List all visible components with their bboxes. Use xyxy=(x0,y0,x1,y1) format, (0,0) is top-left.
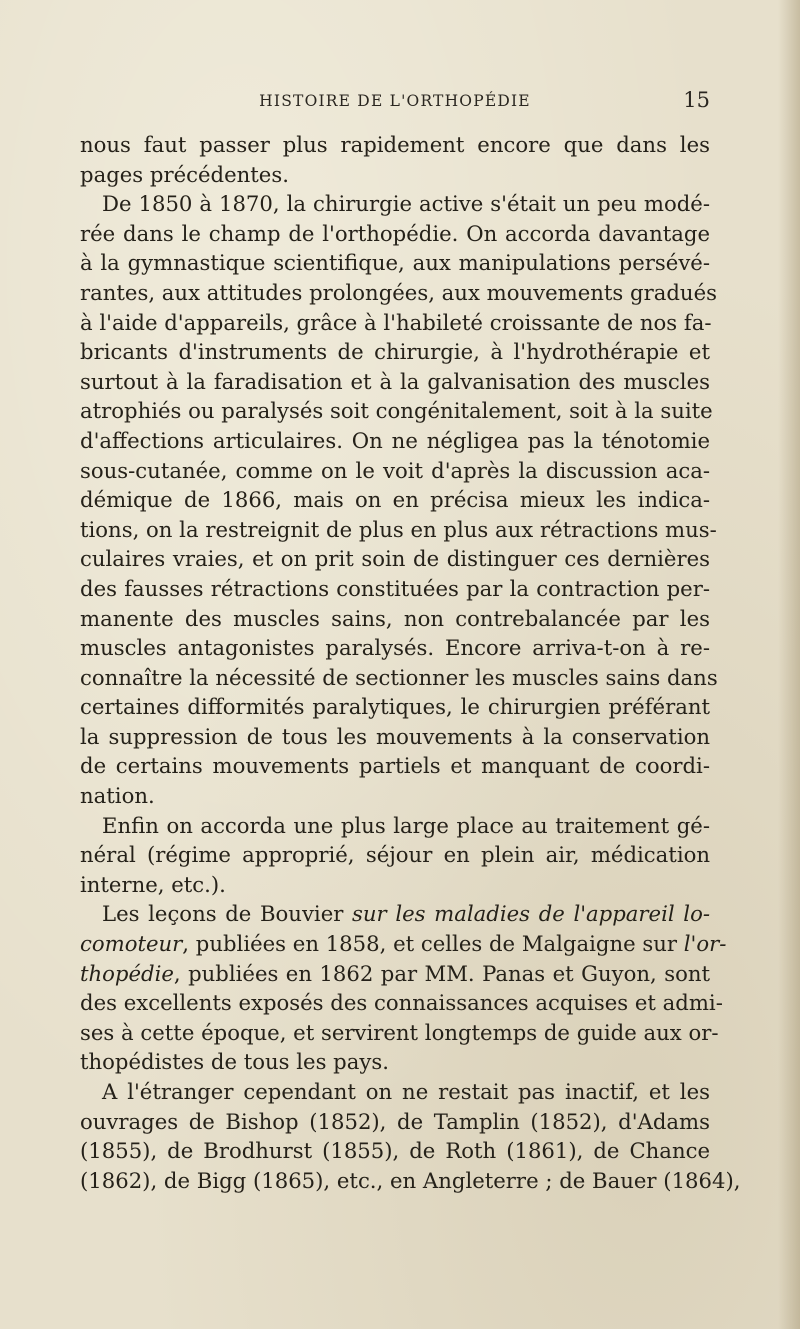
text-run: rée dans le champ de l'orthopédie. On accorda davantage xyxy=(80,220,710,246)
text-run: rantes, aux attitudes prolongées, aux mouvements gradués xyxy=(80,279,717,305)
italic-text: comoteur xyxy=(80,931,183,957)
text-line xyxy=(80,130,710,160)
text-run: ouvrages de Bishop (1852), de Tamplin (1852), d'Adams xyxy=(80,1108,710,1134)
text-line xyxy=(80,367,710,397)
text-line xyxy=(80,811,710,841)
text-run: Les leçons de Bouvier xyxy=(102,901,353,927)
text-line xyxy=(80,574,710,604)
text-line xyxy=(80,278,717,308)
text-run: interne, etc.). xyxy=(80,871,226,897)
text-run: ses à cette époque, et servirent longtemps de guide aux or- xyxy=(80,1019,719,1045)
italic-text: sur les maladies de l'appareil lo- xyxy=(352,901,710,927)
text-line xyxy=(80,692,710,722)
text-run: De 1850 à 1870, la chirurgie active s'était un peu modé- xyxy=(102,191,710,217)
text-line xyxy=(80,633,710,663)
text-run: des excellents exposés des connaissances acquises et admi- xyxy=(80,990,723,1016)
running-title: HISTOIRE DE L'ORTHOPÉDIE xyxy=(259,92,531,110)
text-run: (1862), de Bigg (1865), etc., en Angleterre ; de Bauer (1864), xyxy=(80,1167,741,1193)
text-line xyxy=(80,337,710,367)
text-line xyxy=(80,1136,710,1166)
text-run: surtout à la faradisation et à la galvanisation des muscles xyxy=(80,368,710,394)
text-line xyxy=(80,1047,710,1077)
text-line xyxy=(80,248,710,278)
text-run: d'affections articulaires. On ne négligea pas la ténotomie xyxy=(80,427,710,453)
text-line xyxy=(80,604,710,634)
text-line xyxy=(80,929,727,959)
text-line xyxy=(80,544,710,574)
text-line xyxy=(80,1107,710,1137)
text-line xyxy=(80,722,710,752)
text-run: à la gymnastique scientifique, aux manipulations persévé- xyxy=(80,250,710,276)
text-line xyxy=(80,1018,719,1048)
text-run: sous-cutanée, comme on le voit d'après la discussion aca- xyxy=(80,457,710,483)
text-line xyxy=(80,959,710,989)
text-line xyxy=(80,189,710,219)
text-line xyxy=(80,840,710,870)
text-line xyxy=(80,870,710,900)
text-line xyxy=(80,426,710,456)
text-line xyxy=(80,515,717,545)
text-run: à l'aide d'appareils, grâce à l'habileté croissante de nos fa- xyxy=(80,309,712,335)
text-run: (1855), de Brodhurst (1855), de Roth (1861), de Chance xyxy=(80,1138,710,1164)
text-run: nous faut passer plus rapidement encore que dans les xyxy=(80,132,710,157)
text-run: néral (régime approprié, séjour en plein air, médication xyxy=(80,842,710,868)
text-line xyxy=(80,781,710,811)
text-run: bricants d'instruments de chirurgie, à l'hydrothérapie et xyxy=(80,339,710,365)
text-run: muscles antagonistes paralysés. Encore arriva-t-on à re- xyxy=(80,635,710,661)
text-line xyxy=(80,160,710,190)
text-line xyxy=(80,396,713,426)
text-run: de certains mouvements partiels et manquant de coordi- xyxy=(80,753,710,779)
text-line xyxy=(80,485,710,515)
text-run: certaines difformités paralytiques, le chirurgien préférant xyxy=(80,694,710,720)
text-run: Enfin on accorda une plus large place au traitement gé- xyxy=(102,812,710,838)
text-line xyxy=(80,308,710,338)
text-line xyxy=(80,456,710,486)
text-run: , publiées en 1862 par MM. Panas et Guyon, sont xyxy=(173,960,710,986)
text-run: nation. xyxy=(80,783,155,809)
body-text xyxy=(80,130,741,1195)
text-run: pages précédentes. xyxy=(80,161,289,187)
text-run: , publiées en 1858, et celles de Malgaigne sur xyxy=(182,931,684,957)
italic-text: thopédie xyxy=(80,960,174,986)
text-run: des fausses rétractions constituées par la contraction per- xyxy=(80,575,710,601)
text-line xyxy=(80,1077,710,1107)
text-run: culaires vraies, et on prit soin de distinguer ces dernières xyxy=(80,546,710,572)
text-run: A l'étranger cependant on ne restait pas inactif, et les xyxy=(102,1079,710,1104)
text-run: connaître la nécessité de sectionner les muscles sains dans xyxy=(80,664,718,690)
text-line xyxy=(80,1166,741,1196)
text-run: la suppression de tous les mouvements à la conservation xyxy=(80,723,710,749)
text-run: atrophiés ou paralysés soit congénitalement, soit à la suite xyxy=(80,398,713,424)
text-line xyxy=(80,751,710,781)
text-run: tions, on la restreignit de plus en plus aux rétractions mus- xyxy=(80,516,717,542)
text-line xyxy=(80,219,710,249)
text-line xyxy=(80,899,710,929)
page-number: 15 xyxy=(683,88,710,112)
text-run: manente des muscles sains, non contrebalancée par les xyxy=(80,605,710,631)
italic-text: l'or- xyxy=(683,931,727,957)
running-head xyxy=(80,88,710,118)
text-run: démique de 1866, mais on en précisa mieux les indica- xyxy=(80,487,710,513)
text-line xyxy=(80,663,718,693)
text-run: thopédistes de tous les pays. xyxy=(80,1049,389,1075)
text-line xyxy=(80,988,723,1018)
